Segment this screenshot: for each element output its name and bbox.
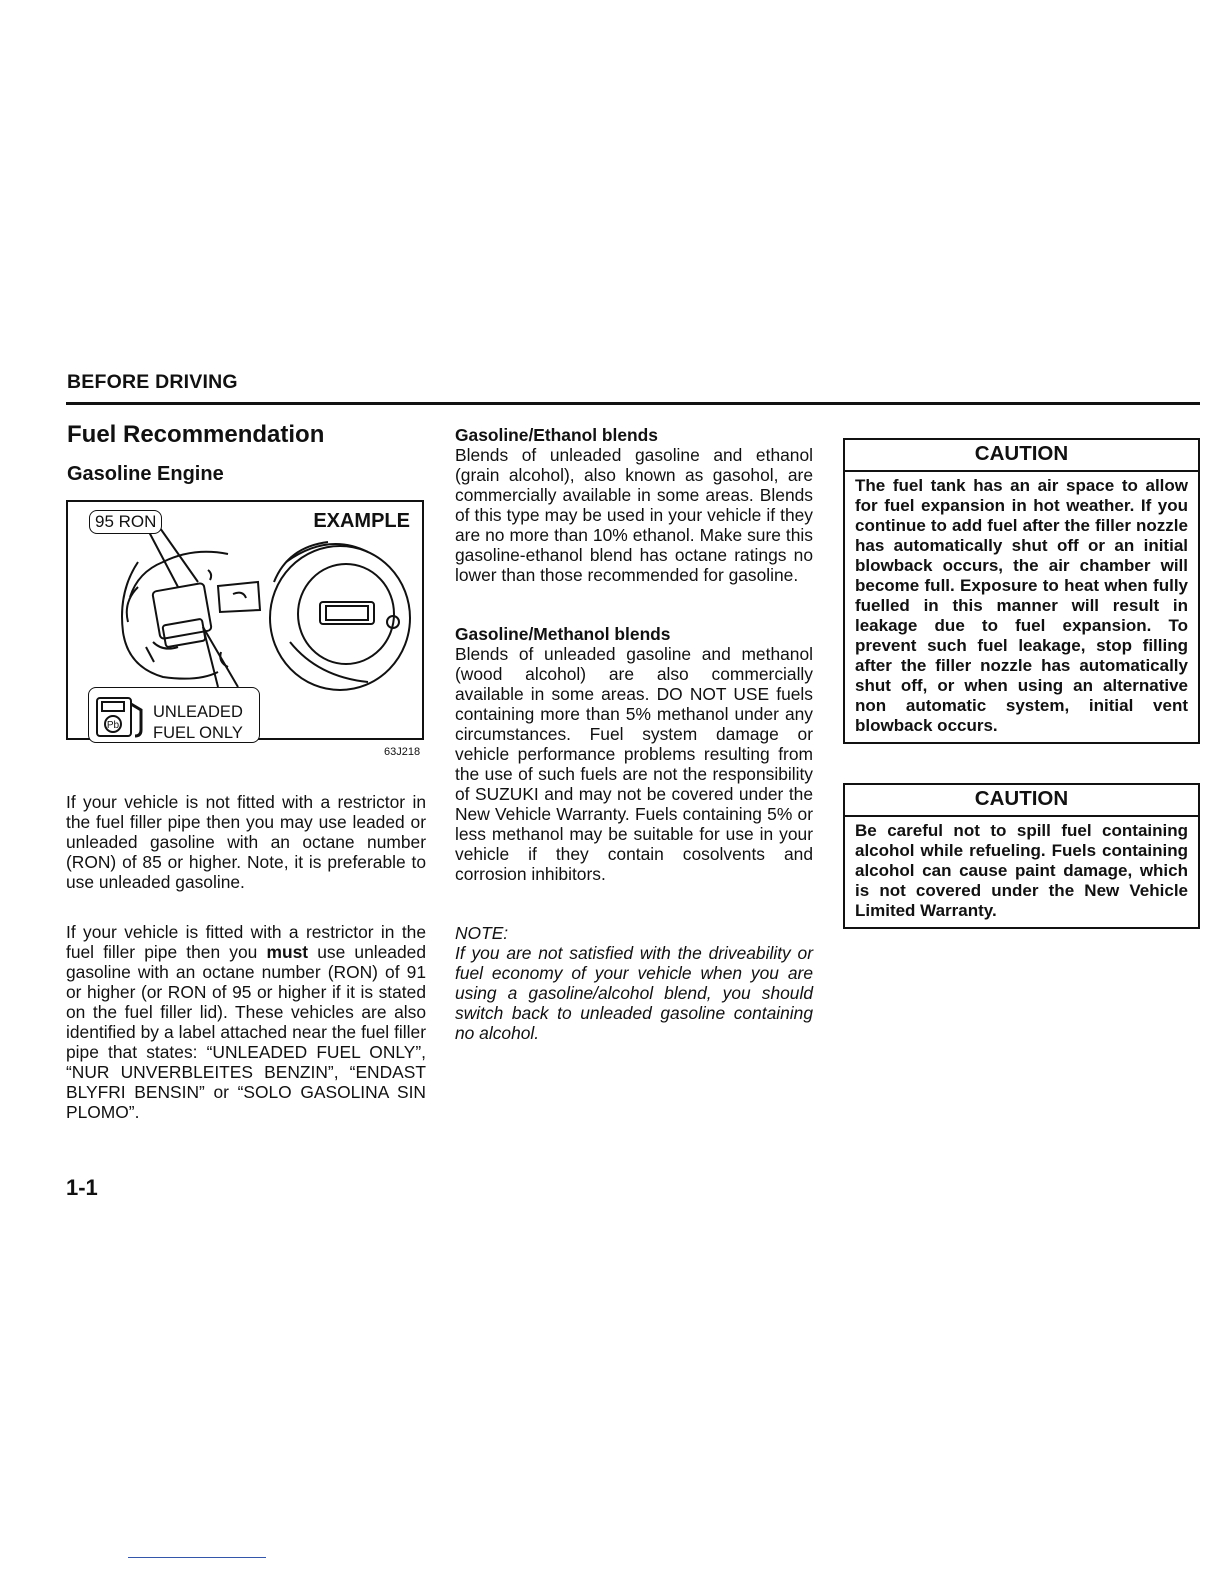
ethanol-heading: Gasoline/Ethanol blends <box>455 425 658 445</box>
bottom-rule <box>128 1557 266 1558</box>
header-rule <box>66 402 1200 405</box>
fuel-lid-illustration <box>66 500 424 740</box>
label-line-2: FUEL ONLY <box>153 724 243 742</box>
caution-text: Be careful not to spill fuel containing alcohol while refueling. Fuels containing alcohol can cause paint damage, which is not covered under the New Vehicle Limited Warranty. <box>855 821 1188 920</box>
page-number: 1-1 <box>66 1175 98 1200</box>
page-title: Fuel Recommendation <box>67 421 325 448</box>
label-line-1: UNLEADED <box>153 703 243 721</box>
caution-box-alcohol-spill <box>843 783 1200 929</box>
fuel-pump-icon <box>95 696 149 738</box>
restrictor-paragraph-2 <box>66 922 426 1122</box>
example-label: EXAMPLE <box>313 510 410 532</box>
methanol-heading: Gasoline/Methanol blends <box>455 624 671 644</box>
page-subtitle: Gasoline Engine <box>67 463 224 485</box>
note-text: If you are not satisfied with the driveability or fuel economy of your vehicle when you are using a gasoline/alcohol blend, you should switch back to unleaded gasoline containing no alcohol. <box>455 943 813 1043</box>
para2-text-a: If your vehicle is fitted with a restrictor in the fuel filler pipe then you <box>66 922 426 962</box>
ron-tag: 95 RON <box>89 510 162 534</box>
methanol-section <box>455 624 813 884</box>
ethanol-section <box>455 425 813 585</box>
section-header: BEFORE DRIVING <box>67 371 238 393</box>
note-section <box>455 923 813 1043</box>
ethanol-text: Blends of unleaded gasoline and ethanol (grain alcohol), also known as gasohol, are commercially available in some areas. Blends of this type may be used in your vehicle if they are no more than 10% ethanol. Make sure this gasoline-ethanol blend has octane ratings no lower than those recommended for gasoline. <box>455 445 813 585</box>
label-text <box>153 702 243 744</box>
unleaded-fuel-label <box>88 687 260 743</box>
para2-text-b: use unleaded gasoline with an octane number (RON) of 91 or higher (or RON of 95 or higher if it is stated on the fuel filler lid). These vehicles are also identified by a label attached near the fuel filler pipe that states: “UNLEADED FUEL ONLY”, “NUR UNVERBLEITES BENZIN”, “ENDAST BLYFRI BENSIN” or “SOLO GASOLINA SIN PLOMO”. <box>66 942 426 1122</box>
methanol-text: Blends of unleaded gasoline and methanol (wood alcohol) are also commercially available in some areas. DO NOT USE fuels containing more than 5% methanol under any circumstances. Fuel system damage or vehicle performance problems resulting from the use of such fuels are not the responsibility of SUZUKI and may not be covered under the New Vehicle Warranty. Fuels containing 5% or less methanol may be suitable for use in your vehicle if they contain cosolvents and corrosion inhibitors. <box>455 644 813 884</box>
caution-title: CAUTION <box>845 785 1198 817</box>
note-label: NOTE: <box>455 923 509 943</box>
para2-bold: must <box>266 942 309 962</box>
figure-code: 63J218 <box>384 746 421 758</box>
caution-text: The fuel tank has an air space to allow for fuel expansion in hot weather. If you continue to add fuel after the filler nozzle has automatically shut off or an initial blowback occurs, the air chamber will become full. Exposure to heat when fully fuelled in this manner will result in leakage due to fuel expansion. To prevent such fuel leakage, stop filling after the filler nozzle has automatically shut off, or when using an alternative non automatic system, initial vent blowback occurs. <box>855 476 1188 735</box>
caution-box-fuel-expansion <box>843 438 1200 744</box>
svg-text:Pb: Pb <box>106 720 120 731</box>
caution-title: CAUTION <box>845 440 1198 472</box>
restrictor-paragraph-1: If your vehicle is not fitted with a restrictor in the fuel filler pipe then you may use leaded or unleaded gasoline with an octane number (RON) of 85 or higher. Note, it is preferable to use unleaded gasoline. <box>66 792 426 892</box>
